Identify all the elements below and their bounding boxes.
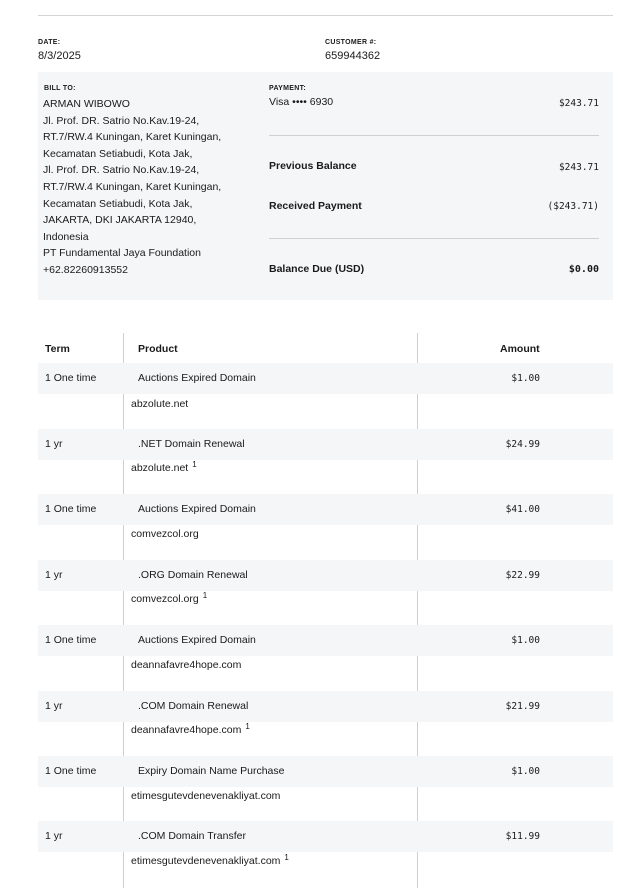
summary-divider bbox=[269, 135, 599, 136]
row-product: .COM Domain Transfer bbox=[138, 830, 246, 842]
date-label: DATE: bbox=[38, 39, 61, 46]
bill-to-line: Jl. Prof. DR. Satrio No.Kav.19-24, bbox=[43, 114, 200, 127]
row-domain bbox=[131, 528, 203, 540]
row-amount: $11.99 bbox=[505, 831, 540, 842]
balance-due-value: $0.00 bbox=[568, 264, 599, 275]
bill-to-line: ARMAN WIBOWO bbox=[43, 98, 130, 110]
row-domain-name: etimesgutevdenevenakliyat.com bbox=[131, 855, 281, 867]
row-domain bbox=[131, 398, 192, 410]
bill-to-line: PT Fundamental Jaya Foundation bbox=[43, 247, 201, 260]
bill-to-label: BILL TO: bbox=[44, 85, 76, 92]
date-value: 8/3/2025 bbox=[38, 50, 81, 62]
row-amount: $21.99 bbox=[505, 701, 540, 712]
row-term: 1 One time bbox=[45, 765, 97, 777]
bill-to-line: Kecamatan Setiabudi, Kota Jak, bbox=[43, 147, 193, 160]
bill-to-line: Indonesia bbox=[43, 230, 89, 243]
row-amount: $24.99 bbox=[505, 439, 540, 450]
row-domain-name: abzolute.net bbox=[131, 462, 189, 474]
row-product: .COM Domain Renewal bbox=[138, 700, 249, 712]
previous-balance-label: Previous Balance bbox=[269, 160, 357, 172]
product-header: Product bbox=[138, 343, 178, 355]
previous-balance-value: $243.71 bbox=[558, 162, 599, 173]
row-domain bbox=[131, 593, 207, 605]
row-domain-name: etimesgutevdenevenakliyat.com bbox=[131, 790, 281, 802]
row-product: Auctions Expired Domain bbox=[138, 634, 256, 646]
invoice-summary-panel bbox=[38, 72, 613, 300]
row-term: 1 yr bbox=[45, 700, 63, 712]
term-header: Term bbox=[45, 343, 70, 355]
row-product: Auctions Expired Domain bbox=[138, 372, 256, 384]
customer-number-label: CUSTOMER #: bbox=[325, 39, 377, 46]
bill-to-line: RT.7/RW.4 Kuningan, Karet Kuningan, bbox=[43, 131, 222, 144]
bill-to-line: JAKARTA, DKI JAKARTA 12940, bbox=[43, 214, 197, 227]
row-footnote: 1 bbox=[202, 591, 208, 600]
row-domain bbox=[131, 855, 289, 867]
bill-to-address bbox=[43, 96, 263, 279]
row-domain bbox=[131, 462, 197, 474]
row-domain-name: deannafavre4hope.com bbox=[131, 724, 242, 736]
top-divider bbox=[38, 15, 613, 16]
row-amount: $1.00 bbox=[511, 635, 540, 646]
row-product: Expiry Domain Name Purchase bbox=[138, 765, 285, 777]
row-domain-name: abzolute.net bbox=[131, 398, 189, 410]
column-divider bbox=[417, 333, 418, 888]
row-footnote: 1 bbox=[192, 460, 197, 469]
row-term: 1 yr bbox=[45, 569, 63, 581]
row-amount: $22.99 bbox=[505, 570, 540, 581]
amount-header: Amount bbox=[500, 343, 540, 355]
bill-to-line: Kecamatan Setiabudi, Kota Jak, bbox=[43, 197, 193, 210]
row-domain-name: deannafavre4hope.com bbox=[131, 659, 242, 671]
row-domain bbox=[131, 724, 250, 736]
row-product: .NET Domain Renewal bbox=[138, 438, 245, 450]
row-domain-name: comvezcol.org bbox=[131, 593, 199, 605]
column-divider bbox=[123, 333, 124, 888]
summary-divider bbox=[269, 238, 599, 239]
row-amount: $1.00 bbox=[511, 373, 540, 384]
received-payment-value: ($243.71) bbox=[547, 201, 599, 212]
payment-method: Visa •••• 6930 bbox=[269, 96, 334, 108]
bill-to-line: RT.7/RW.4 Kuningan, Karet Kuningan, bbox=[43, 180, 222, 193]
row-domain-name: comvezcol.org bbox=[131, 528, 199, 540]
received-payment-label: Received Payment bbox=[269, 200, 362, 212]
row-domain bbox=[131, 790, 284, 802]
row-footnote: 1 bbox=[284, 853, 289, 862]
balance-due-label: Balance Due (USD) bbox=[269, 263, 365, 275]
row-term: 1 One time bbox=[45, 634, 97, 646]
row-amount: $1.00 bbox=[511, 766, 540, 777]
customer-number-value: 659944362 bbox=[325, 50, 381, 62]
row-product: Auctions Expired Domain bbox=[138, 503, 256, 515]
row-term: 1 One time bbox=[45, 503, 97, 515]
row-term: 1 yr bbox=[45, 438, 63, 450]
payment-amount: $243.71 bbox=[558, 98, 599, 109]
line-items-table bbox=[38, 333, 613, 888]
bill-to-line: +62.82260913552 bbox=[43, 263, 128, 276]
row-term: 1 yr bbox=[45, 830, 63, 842]
row-footnote: 1 bbox=[245, 722, 250, 731]
bill-to-line: Jl. Prof. DR. Satrio No.Kav.19-24, bbox=[43, 164, 200, 177]
row-amount: $41.00 bbox=[505, 504, 540, 515]
payment-label: PAYMENT: bbox=[269, 85, 307, 92]
row-term: 1 One time bbox=[45, 372, 97, 384]
row-product: .ORG Domain Renewal bbox=[138, 569, 248, 581]
row-domain bbox=[131, 659, 245, 671]
